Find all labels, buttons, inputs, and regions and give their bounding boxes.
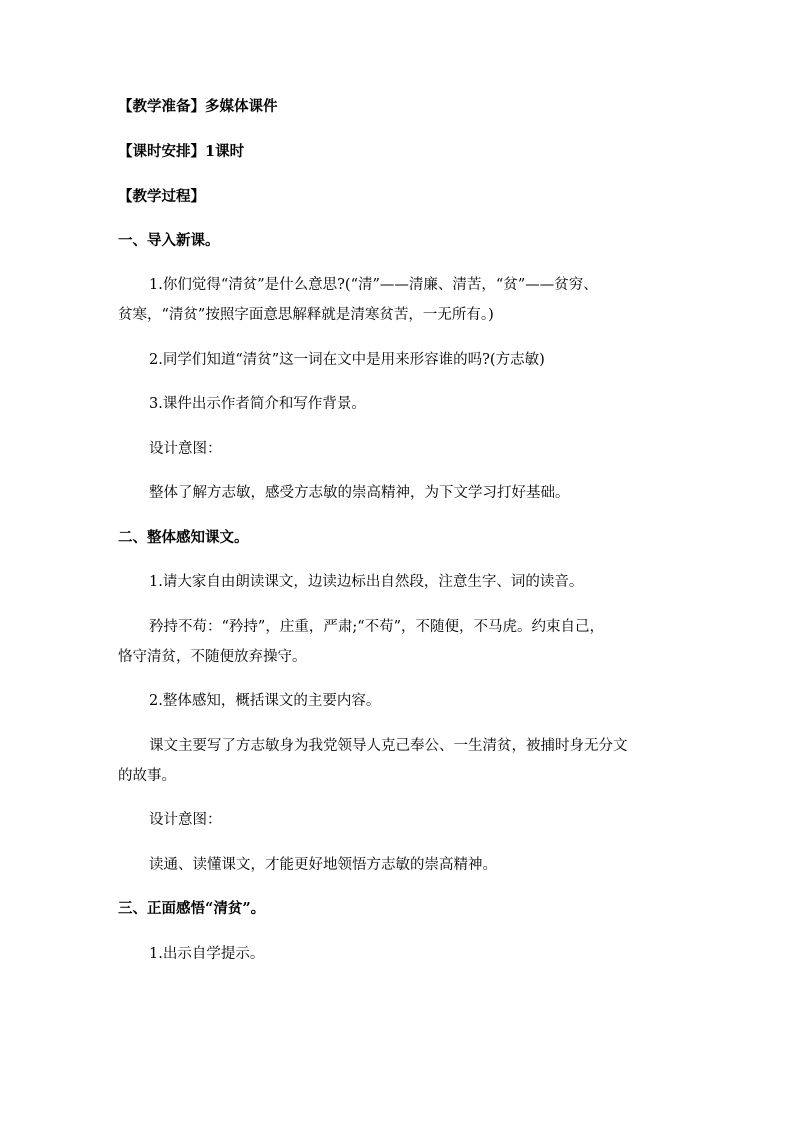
paragraph: 3.课件出示作者简介和写作背景。 [149, 396, 366, 412]
paragraph-continuation: 贫寒，“清贫”按照字面意思解释就是清寒贫苦，一无所有。) [118, 307, 494, 323]
section-heading-1: 一、导入新课。 [118, 232, 220, 249]
section-heading-3: 三、正面感悟“清贫”。 [118, 900, 266, 917]
teaching-prep: 【教学准备】多媒体课件 [118, 98, 278, 115]
paragraph-continuation: 恪守清贫，不随便放弃操守。 [118, 649, 307, 665]
paragraph: 读通、读懂课文，才能更好地领悟方志敏的崇高精神。 [149, 857, 497, 873]
paragraph: 整体了解方志敏，感受方志敏的崇高精神，为下文学习打好基础。 [149, 485, 570, 501]
design-intent-label: 设计意图： [149, 812, 222, 828]
paragraph-continuation: 的故事。 [118, 768, 176, 784]
paragraph: 矜持不苟：“矜持”，庄重，严肃;“不苟”，不随便，不马虎。约束自己， [149, 619, 605, 635]
class-schedule: 【课时安排】1课时 [118, 143, 245, 160]
design-intent-label: 设计意图： [149, 441, 222, 457]
paragraph: 2.同学们知道“清贫”这一词在文中是用来形容谁的吗?(方志敏) [149, 352, 545, 368]
paragraph: 1.出示自学提示。 [149, 946, 265, 962]
section-heading-2: 二、整体感知课文。 [118, 529, 249, 546]
paragraph: 2.整体感知，概括课文的主要内容。 [149, 693, 381, 709]
paragraph: 课文主要写了方志敏身为我党领导人克己奉公、一生清贫，被捕时身无分文 [149, 738, 628, 754]
paragraph: 1.你们觉得“清贫”是什么意思?(“清”——清廉、清苦，“贫”——贫穷、 [149, 277, 598, 293]
teaching-process-heading: 【教学过程】 [118, 188, 205, 205]
paragraph: 1.请大家自由朗读课文，边读边标出自然段，注意生字、词的读音。 [149, 574, 584, 590]
